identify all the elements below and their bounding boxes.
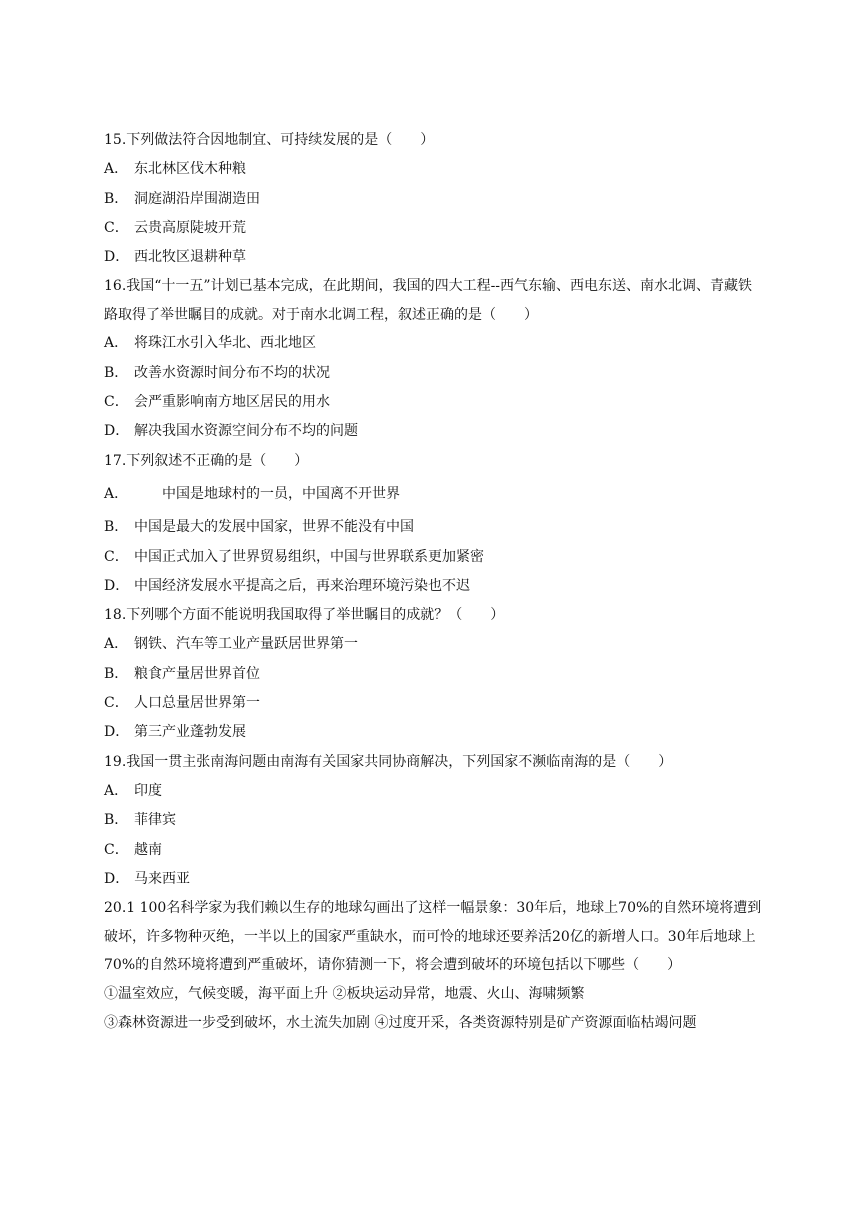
option-d[interactable]: D． 马来西亚: [104, 870, 190, 887]
question-stem: 20.1 100名科学家为我们赖以生存的地球勾画出了这样一幅景象：30年后，地球上70%的自然环境将遭到破坏，许多物种灭绝，一半以上的国家严重缺水，而可怜的地球还要养活20亿的新增人口。30年后地球上70%的自然环境将遭到严重破坏，请你猜测一下，将会遭到破坏的环境包括以下哪些（ ）: [104, 900, 762, 974]
question-stem: 15.下列做法符合因地制宜、可持续发展的是（ ）: [104, 132, 435, 148]
option-c[interactable]: C． 人口总量居世界第一: [104, 695, 260, 712]
question-19: [104, 748, 764, 894]
option-a[interactable]: A． 东北林区伐木种粮: [104, 161, 246, 178]
option-b[interactable]: B． 改善水资源时间分布不均的状况: [104, 364, 330, 381]
option-b[interactable]: B． 中国是最大的发展中国家，世界不能没有中国: [104, 519, 414, 536]
question-stem: 19.我国一贯主张南海问题由南海有关国家共同协商解决，下列国家不濒临南海的是（ ）: [104, 753, 673, 770]
option-a[interactable]: A． 钢铁、汽车等工业产量跃居世界第一: [104, 636, 358, 653]
question-stem: 17.下列叙述不正确的是（ ）: [104, 452, 309, 469]
question-18: [104, 601, 764, 747]
question-16: [104, 272, 764, 446]
option-d[interactable]: D． 西北牧区退耕种草: [104, 249, 246, 266]
option-b[interactable]: B． 洞庭湖沿岸围湖造田: [104, 190, 260, 207]
option-c[interactable]: C． 越南: [104, 841, 162, 858]
question-stem: 18.下列哪个方面不能说明我国取得了举世瞩目的成就？（ ）: [104, 607, 505, 624]
statement-line: ①温室效应，气候变暖，海平面上升 ②板块运动异常，地震、火山、海啸频繁: [104, 985, 585, 1002]
option-d[interactable]: D． 解决我国水资源空间分布不均的问题: [104, 423, 358, 440]
option-b[interactable]: B． 粮食产量居世界首位: [104, 665, 260, 682]
option-d[interactable]: D． 中国经济发展水平提高之后，再来治理环境污染也不迟: [104, 577, 470, 594]
statement-line: ③森林资源进一步受到破坏，水土流失加剧 ④过度开采，各类资源特别是矿产资源面临枯竭问题: [104, 1014, 697, 1031]
option-c[interactable]: C． 会严重影响南方地区居民的用水: [104, 394, 330, 411]
question-20: [104, 894, 764, 1038]
option-a[interactable]: A． 印度: [104, 782, 162, 799]
option-a[interactable]: A． 中国是地球村的一员，中国离不开世界: [104, 485, 400, 502]
option-c[interactable]: C． 中国正式加入了世界贸易组织，中国与世界联系更加紧密: [104, 548, 484, 565]
exam-page: [104, 126, 764, 1038]
option-b[interactable]: B． 菲律宾: [104, 812, 176, 829]
option-a[interactable]: A． 将珠江水引入华北、西北地区: [104, 335, 316, 352]
question-stem: 16.我国“十一五”计划已基本完成，在此期间，我国的四大工程--西气东输、西电东送、南水北调、青藏铁路取得了举世瞩目的成就。对于南水北调工程，叙述正确的是（ ）: [104, 278, 753, 323]
option-d[interactable]: D． 第三产业蓬勃发展: [104, 724, 246, 741]
question-15: [104, 126, 764, 272]
option-c[interactable]: C． 云贵高原陡坡开荒: [104, 219, 246, 236]
question-17: [104, 447, 764, 601]
